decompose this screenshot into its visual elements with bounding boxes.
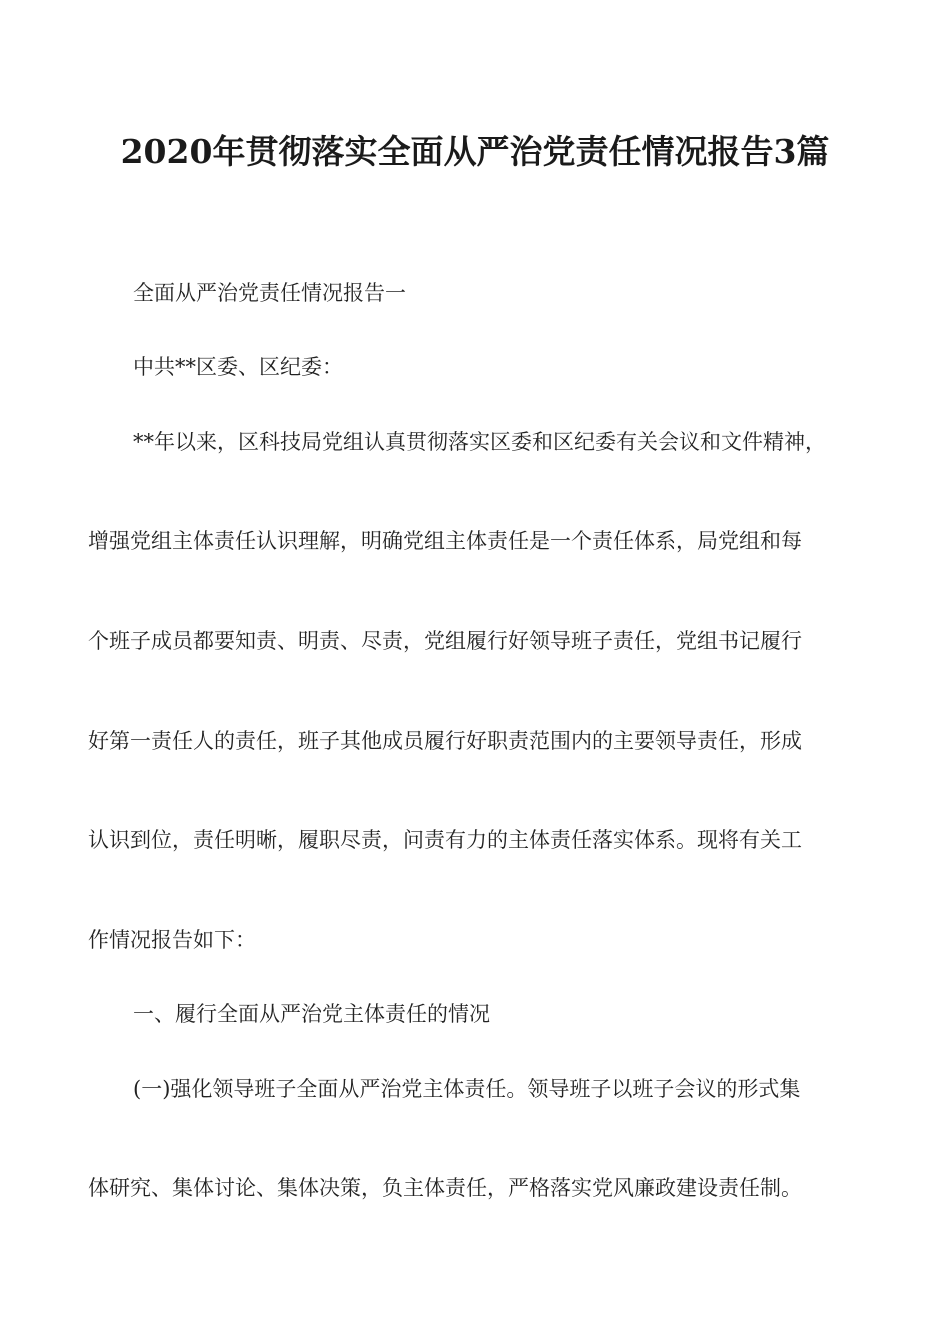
section-heading: 一、履行全面从严治党主体责任的情况	[133, 1002, 490, 1026]
paragraph-line: **年以来，区科技局党组认真贯彻落实区委和区纪委有关会议和文件精神，	[133, 430, 826, 454]
document-title: 2020年贯彻落实全面从严治党责任情况报告3篇	[120, 132, 830, 171]
paragraph-line: 认识到位，责任明晰，履职尽责，问责有力的主体责任落实体系。现将有关工	[88, 828, 802, 852]
salutation: 中共**区委、区纪委：	[133, 355, 343, 379]
paragraph-line: 增强党组主体责任认识理解，明确党组主体责任是一个责任体系，局党组和每	[88, 529, 802, 553]
report-subtitle: 全面从严治党责任情况报告一	[133, 281, 406, 305]
paragraph-line: 好第一责任人的责任，班子其他成员履行好职责范围内的主要领导责任，形成	[88, 729, 802, 753]
paragraph-line: 作情况报告如下：	[88, 928, 256, 952]
paragraph-line: 个班子成员都要知责、明责、尽责，党组履行好领导班子责任，党组书记履行	[88, 629, 802, 653]
paragraph-line: (一)强化领导班子全面从严治党主体责任。领导班子以班子会议的形式集	[133, 1077, 801, 1101]
paragraph-line: 体研究、集体讨论、集体决策，负主体责任，严格落实党风廉政建设责任制。	[88, 1176, 802, 1200]
